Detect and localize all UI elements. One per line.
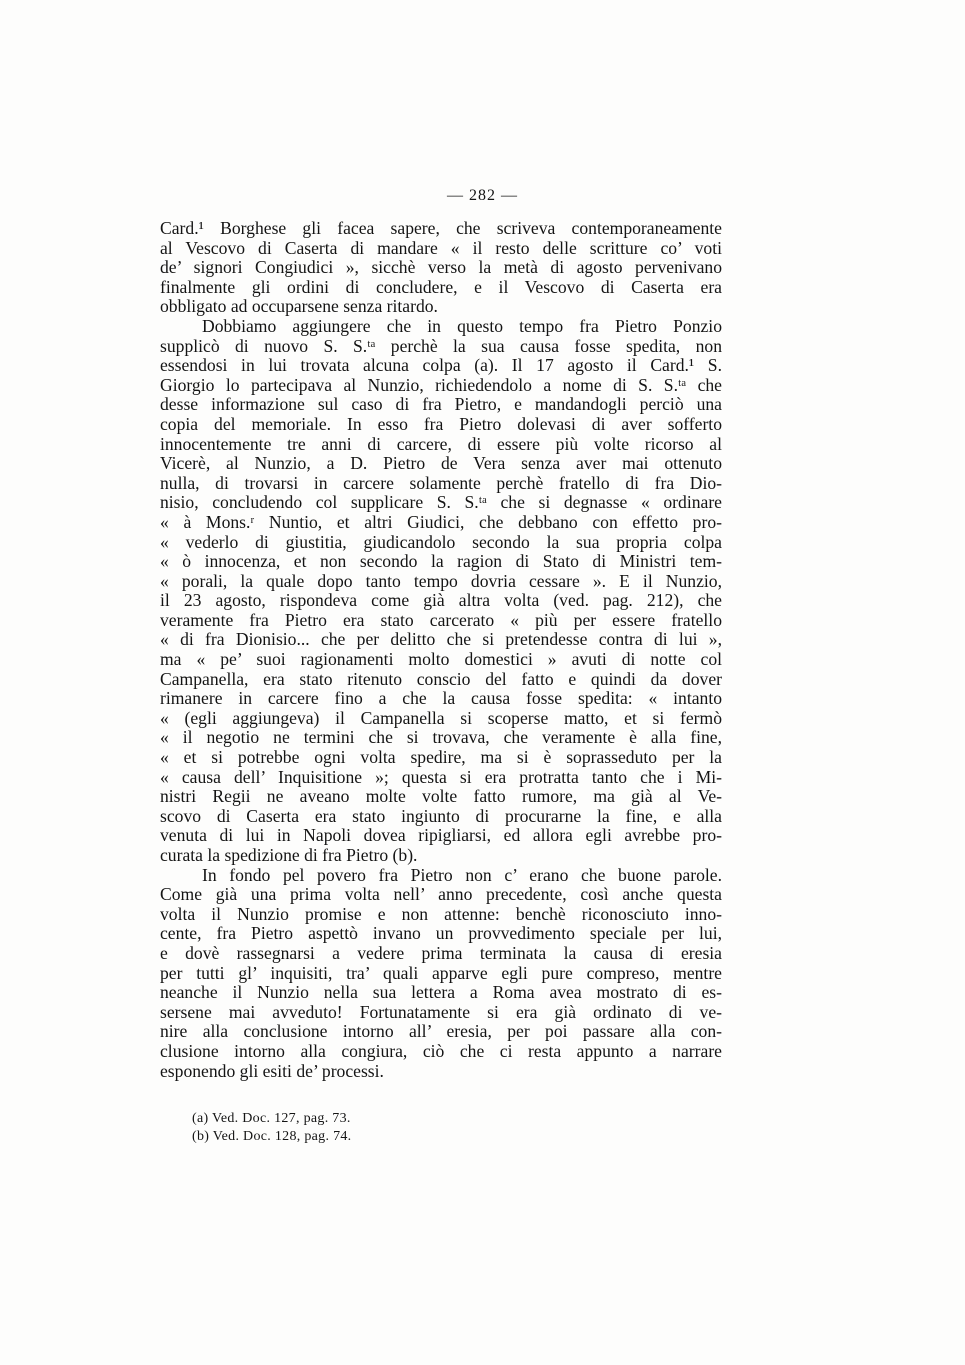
text-line: copia del memoriale. In esso fra Pietro dolevasi di aver sofferto: [160, 413, 722, 434]
text-line: Vicerè, al Nunzio, a D. Pietro de Vera senza aver mai ottenuto: [160, 453, 722, 474]
text-line: volta il Nunzio promise e non attenne: benchè riconosciuto inno-: [160, 903, 722, 924]
text-line: nulla, di trovarsi in carcere solamente perchè fratello di fra Dio-: [160, 472, 722, 493]
text-line: scovo di Caserta era stato ingiunto di procurarne la fine, e alla: [160, 805, 722, 826]
text-line: Card.¹ Borghese gli facea sapere, che scriveva contemporaneamente: [160, 218, 722, 238]
text-line: Dobbiamo aggiungere che in questo tempo fra Pietro Ponzio: [202, 315, 722, 336]
text-line: al Vescovo di Caserta di mandare « il resto delle scritture co’ voti: [160, 237, 722, 258]
text-line: essendosi in lui trovata alcuna colpa (a). Il 17 agosto il Card.¹ S.: [160, 355, 722, 376]
page-number: — 282 —: [447, 187, 518, 204]
paragraph: [160, 866, 722, 1082]
text-line: « (egli aggiungeva) il Campanella si scoperse matto, et si fermò: [160, 707, 722, 728]
text-line: sersene mai avveduto! Fortunatamente si era già ordinato di ve-: [160, 1001, 722, 1022]
text-line: clusione intorno alla congiura, ciò che ci resta appunto a narrare: [160, 1040, 722, 1061]
text-line: e dovè rassegnarsi a vedere prima terminata la causa di eresia: [160, 942, 722, 963]
text-line: « vederlo di giustitia, giudicandolo secondo la sua propria colpa: [160, 531, 722, 552]
text-line: veramente fra Pietro era stato carcerato « più per essere fratello: [160, 609, 722, 630]
text-line: « et si potrebbe ogni volta spedire, ma si è soprasseduto per la: [160, 747, 722, 768]
text-line: de’ signori Congiudici », sicchè verso la metà di agosto pervenivano: [160, 257, 722, 278]
text-line: esponendo gli esiti de’ processi.: [160, 1060, 384, 1081]
text-line: « il negotio ne termini che si trovava, che veramente è alla fine,: [160, 727, 722, 748]
text-line: rimanere in carcere fino a che la causa fosse spedita: « intanto: [160, 688, 722, 709]
footnote: (a) Ved. Doc. 127, pag. 73.: [192, 1111, 351, 1126]
text-line: « porali, la quale dopo tanto tempo dovria cessare ». E il Nunzio,: [160, 570, 722, 591]
text-line: « di fra Dionisio... che per delitto che si pretendesse contra di lui »,: [160, 629, 722, 650]
text-line: desse informazione sul caso di fra Pietro, e mandandogli perciò una: [160, 394, 722, 415]
footnote: (b) Ved. Doc. 128, pag. 74.: [192, 1129, 352, 1144]
text-line: « à Mons.ʳ Nuntio, et altri Giudici, che debbano con effetto pro-: [160, 511, 722, 532]
text-line: « ò innocenza, et non secondo la ragion di Stato di Ministri tem-: [160, 551, 722, 572]
text-line: nire alla conclusione intorno all’ eresia, per poi passare alla con-: [160, 1021, 722, 1042]
text-line: Come già una prima volta nell’ anno precedente, così anche questa: [160, 884, 722, 905]
text-line: il 23 agosto, rispondeva come già altra volta (ved. pag. 212), che: [160, 590, 722, 611]
text-line: « causa dell’ Inquisitione »; questa si era protratta tanto che i Mi-: [160, 766, 722, 787]
text-line: curata la spedizione di fra Pietro (b).: [160, 845, 418, 865]
text-line: ma « pe’ suoi ragionamenti molto domestici » avuti di notte col: [160, 649, 722, 670]
text-line: innocentemente tre anni di carcere, di essere più volte ricorso al: [160, 433, 722, 454]
text-line: nisio, concludendo col supplicare S. S.ᵗᵃ che si degnasse « ordinare: [160, 492, 722, 513]
paragraph: [160, 317, 722, 866]
text-line: obbligato ad occuparsene senza ritardo.: [160, 296, 438, 317]
body-text: [160, 219, 722, 1081]
text-line: Giorgio lo partecipava al Nunzio, richiedendolo a nome di S. S.ᵗᵃ che: [160, 374, 722, 395]
text-line: cente, fra Pietro aspettò invano un provvedimento speciale per lui,: [160, 923, 722, 944]
text-line: finalmente gli ordini di concludere, e il Vescovo di Caserta era: [160, 276, 722, 297]
paragraph: [160, 219, 722, 317]
text-line: per tutti gl’ inquisiti, tra’ quali apparve egli pure compreso, mentre: [160, 962, 722, 983]
text-line: neanche il Nunzio nella sua lettera a Roma avea mostrato di es-: [160, 982, 722, 1003]
text-line: venuta di lui in Napoli dovea ripigliarsi, ed allora egli avrebbe pro-: [160, 825, 722, 846]
footnotes: [192, 1110, 592, 1146]
text-line: nistri Regii ne aveano molte volte fatto rumore, ma già al Ve-: [160, 786, 722, 807]
text-line: In fondo pel povero fra Pietro non c’ erano che buone parole.: [202, 864, 722, 885]
text-line: Campanella, era stato ritenuto conscio del fatto e quindi da dover: [160, 668, 722, 689]
text-line: supplicò di nuovo S. S.ᵗᵃ perchè la sua causa fosse spedita, non: [160, 335, 722, 356]
